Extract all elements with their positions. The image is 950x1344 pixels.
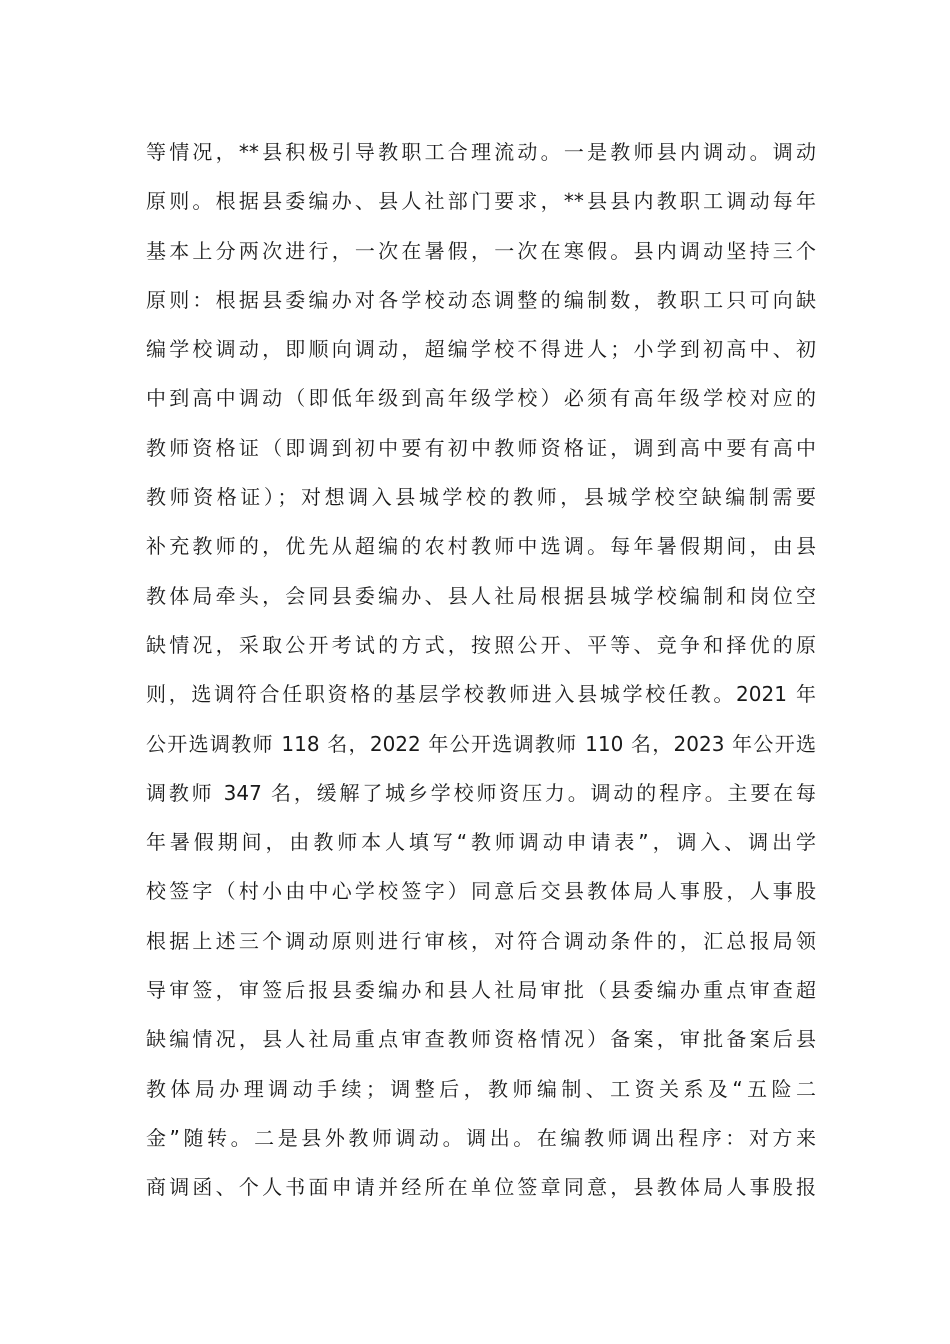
text-line: 则，选调符合任职资格的基层学校教师进入县城学校任教。2021 年: [146, 682, 816, 707]
text-line: 缺情况，采取公开考试的方式，按照公开、平等、竞争和择优的原: [146, 632, 816, 657]
text-line: 调教师 347 名，缓解了城乡学校师资压力。调动的程序。主要在每: [146, 780, 816, 805]
text-line: 年暑假期间，由教师本人填写“教师调动申请表”，调入、调出学: [146, 830, 816, 855]
text-line: 原则。根据县委编办、县人社部门要求，**县县内教职工调动每年: [146, 189, 816, 214]
text-line: 补充教师的，优先从超编的农村教师中选调。每年暑假期间，由县: [146, 534, 816, 559]
text-line: 等情况，**县积极引导教职工合理流动。一是教师县内调动。调动: [146, 140, 816, 164]
text-line: 教师资格证）；对想调入县城学校的教师，县城学校空缺编制需要: [146, 485, 816, 510]
text-line: 编学校调动，即顺向调动，超编学校不得进人；小学到初高中、初: [146, 337, 816, 362]
text-line: 基本上分两次进行，一次在暑假，一次在寒假。县内调动坚持三个: [146, 238, 816, 263]
text-line: 校签字（村小由中心学校签字）同意后交县教体局人事股，人事股: [146, 879, 816, 904]
text-line: 原则：根据县委编办对各学校动态调整的编制数，教职工只可向缺: [146, 287, 816, 312]
text-line: 中到高中调动（即低年级到高年级学校）必须有高年级学校对应的: [146, 386, 816, 411]
text-line: 教体局牵头，会同县委编办、县人社局根据县城学校编制和岗位空: [146, 583, 816, 608]
text-line: 商调函、个人书面申请并经所在单位签章同意，县教体局人事股报: [146, 1175, 816, 1200]
text-line: 教师资格证（即调到初中要有初中教师资格证，调到高中要有高中: [146, 435, 816, 460]
text-line: 根据上述三个调动原则进行审核，对符合调动条件的，汇总报局领: [146, 928, 816, 953]
body-paragraph: [146, 128, 816, 1213]
text-line: 缺编情况，县人社局重点审查教师资格情况）备案，审批备案后县: [146, 1027, 816, 1052]
text-line: 导审签，审签后报县委编办和县人社局审批（县委编办重点审查超: [146, 978, 816, 1003]
text-line: 公开选调教师 118 名，2022 年公开选调教师 110 名，2023 年公开选: [146, 731, 816, 756]
text-line: 金”随转。二是县外教师调动。调出。在编教师调出程序：对方来: [146, 1125, 816, 1150]
text-line: 教体局办理调动手续；调整后，教师编制、工资关系及“五险二: [146, 1076, 816, 1101]
